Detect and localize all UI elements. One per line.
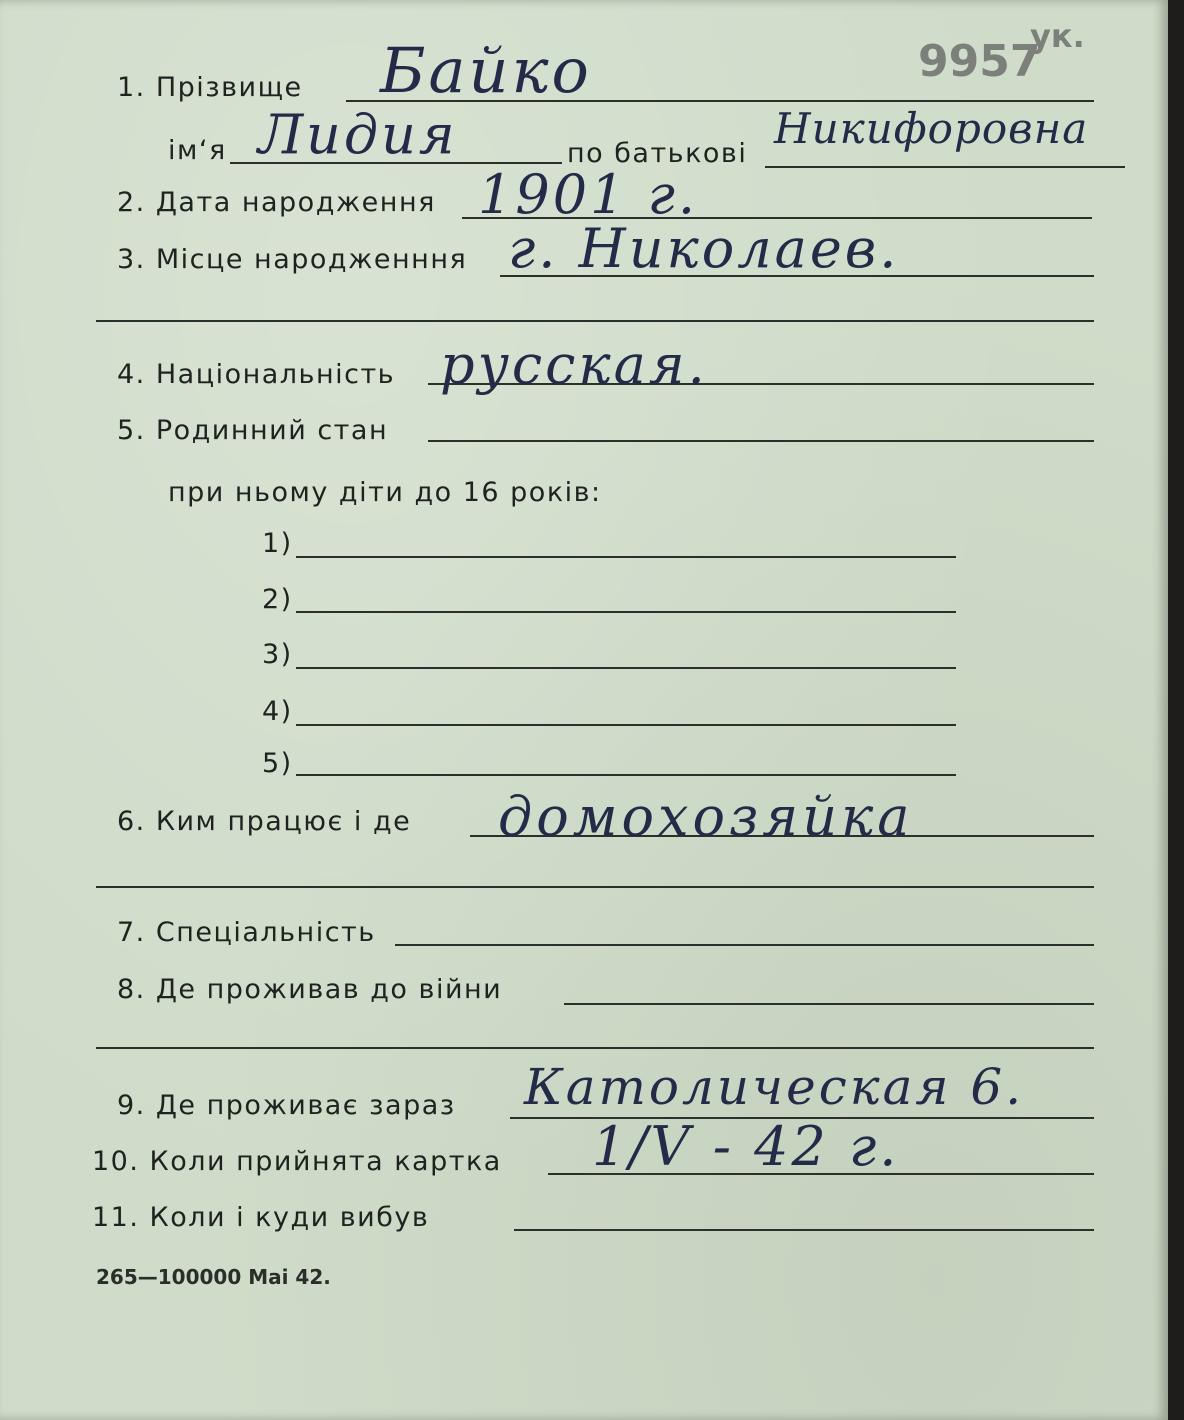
birth-place-label: 3. Місце народженння (117, 244, 468, 275)
name-value: Лидия (258, 103, 458, 166)
marital-status-line (428, 440, 1094, 442)
child-number: 2) (262, 584, 293, 615)
children-label: при ньому діти до 16 років: (168, 477, 602, 508)
corner-number: 9957 (918, 36, 1041, 87)
birth-date-label: 2. Дата народження (117, 187, 436, 218)
child-line (296, 611, 956, 613)
child-number: 1) (262, 528, 293, 559)
occupation-value: домохозяйка (498, 785, 914, 848)
name-label: ім‘я (168, 135, 227, 166)
child-number: 5) (262, 748, 293, 779)
child-line (296, 556, 956, 558)
nationality-value: русская. (440, 333, 708, 396)
child-number: 3) (262, 639, 293, 670)
nationality-label: 4. Національність (117, 359, 396, 390)
birth-date-value: 1901 г. (478, 163, 699, 226)
corner-suffix: ук. (1030, 17, 1085, 55)
surname-label: 1. Прізвище (117, 72, 303, 103)
patronymic-value: Никифоровна (774, 104, 1089, 153)
birth-place-value: г. Николаев. (508, 217, 900, 280)
current-residence-label: 9. Де проживає зараз (117, 1090, 456, 1121)
child-line (296, 667, 956, 669)
marital-status-label: 5. Родинний стан (117, 415, 389, 446)
surname-value: Байко (380, 34, 592, 107)
occupation-label: 6. Ким працює і де (117, 806, 412, 837)
departure-line (514, 1229, 1094, 1231)
patronymic-label: по батькові (567, 138, 748, 169)
birth-place-line-2 (96, 320, 1094, 322)
print-code: 265—100000 Mai 42. (96, 1265, 331, 1289)
child-line (296, 724, 956, 726)
prewar-residence-line (564, 1003, 1094, 1005)
specialty-label: 7. Спеціальність (117, 917, 376, 948)
patronymic-line (765, 166, 1125, 168)
specialty-line (395, 944, 1094, 946)
prewar-residence-label: 8. Де проживав до війни (117, 974, 503, 1005)
departure-label: 11. Коли і куди вибув (92, 1202, 430, 1233)
prewar-residence-line-2 (96, 1047, 1094, 1049)
child-number: 4) (262, 696, 293, 727)
occupation-line-2 (96, 886, 1094, 888)
child-line (296, 774, 956, 776)
card-accepted-value: 1/V - 42 г. (592, 1115, 900, 1178)
card-accepted-label: 10. Коли прийнята картка (92, 1146, 502, 1177)
current-residence-value: Католическая 6. (524, 1058, 1025, 1116)
